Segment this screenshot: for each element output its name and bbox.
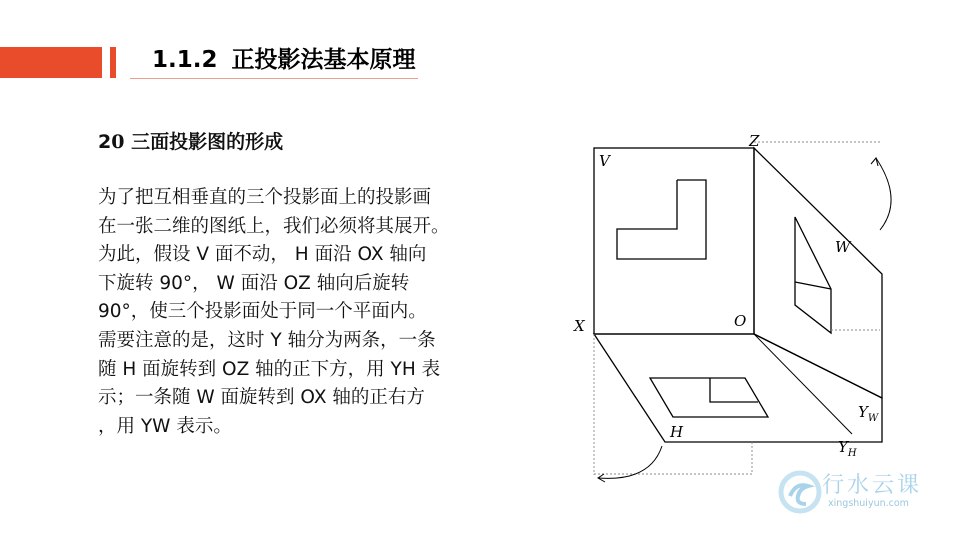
logo-wave-icon — [776, 466, 824, 518]
title-underline — [130, 78, 418, 79]
h-rotation-arrow — [598, 446, 662, 478]
paragraph-line: 下旋转 90°， W 面沿 OZ 轴向后旋转 — [98, 272, 410, 294]
paragraph-line: 需要注意的是，这时 Y 轴分为两条，一条 — [98, 329, 436, 351]
subheading-number: 2 — [98, 131, 112, 153]
paragraph-line: 为此，假设 V 面不动， H 面沿 OX 轴向 — [98, 244, 427, 266]
label-h: H — [670, 423, 684, 441]
logo-name: 行水云课 — [822, 473, 923, 498]
projection-diagram — [560, 120, 900, 490]
paragraph-line: 在一张二维的图纸上，我们必须将其展开。 — [98, 215, 450, 237]
label-w: W — [835, 238, 851, 256]
watermark-logo — [776, 466, 946, 518]
paragraph-line: ，用 YW 表示。 — [98, 415, 232, 437]
body-paragraph — [98, 184, 558, 441]
logo-url: xingshuiyun.com — [828, 498, 909, 509]
label-o: O — [734, 312, 747, 330]
w-projection — [795, 217, 831, 333]
subheading-suffix: 0 — [111, 131, 125, 153]
section-number: 1.1.2 — [152, 47, 218, 73]
paragraph-line: 90°，使三个投影面处于同一个平面内。 — [98, 301, 427, 323]
header-accent-stripe — [110, 47, 116, 78]
paragraph-line: 为了把互相垂直的三个投影面上的投影画 — [98, 187, 432, 208]
subheading — [98, 128, 283, 156]
oy-axis — [754, 334, 852, 434]
label-yh: $Y_H$ — [838, 438, 857, 459]
label-z: Z — [749, 132, 760, 150]
w-plane — [754, 148, 882, 398]
slide-title — [152, 42, 416, 78]
section-title: 正投影法基本原理 — [231, 47, 416, 73]
w-rotation-arrow — [876, 158, 891, 230]
h-plane — [594, 334, 882, 442]
label-v: V — [599, 152, 610, 170]
header-accent-bar — [0, 47, 102, 78]
v-plane — [594, 148, 754, 334]
label-x: X — [574, 317, 585, 335]
h-projection — [650, 378, 768, 417]
paragraph-line: 随 H 面旋转到 OZ 轴的正下方，用 YH 表 — [98, 358, 441, 380]
label-yw: $Y_W$ — [858, 403, 879, 424]
subheading-text: 三面投影图的形成 — [124, 131, 284, 153]
v-projection — [617, 180, 706, 259]
paragraph-line: 示；一条随 W 面旋转到 OX 轴的正右方 — [98, 387, 425, 409]
